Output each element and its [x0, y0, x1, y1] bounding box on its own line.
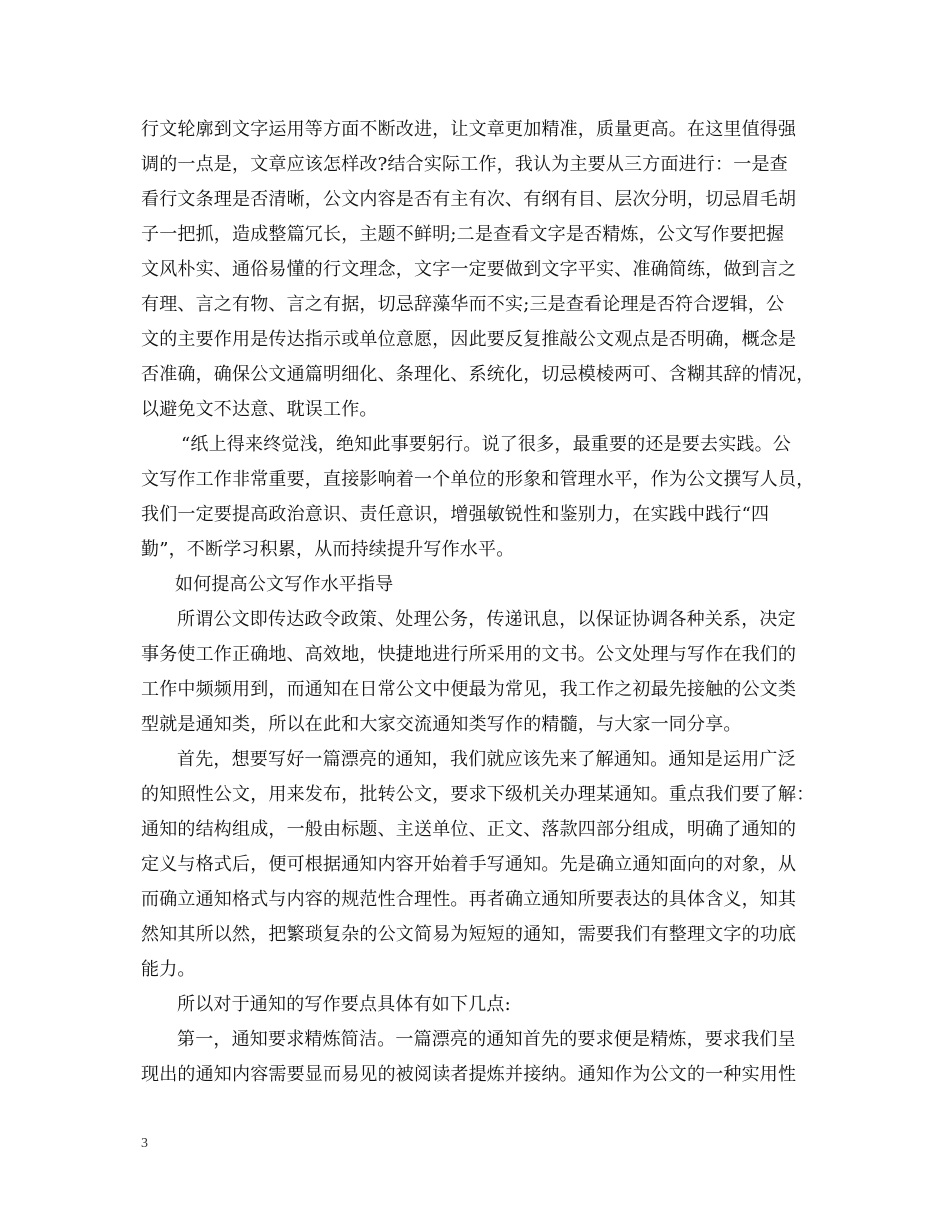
text-line: 所谓公文即传达政令政策、处理公务，传递讯息，以保证协调各种关系，决定 [177, 609, 796, 630]
page-number: 3 [141, 1136, 148, 1151]
text-line: 看行文条理是否清晰，公文内容是否有主有次、有纲有目、层次分明，切忌眉毛胡 [141, 189, 797, 210]
text-line: 工作中频频用到，而通知在日常公文中便最为常见，我工作之初最先接触的公文类 [141, 679, 797, 700]
text-line: 勤”，不断学习积累，从而持续提升写作水平。 [141, 539, 515, 560]
heading-text: 如何提高公文写作水平指导 [175, 574, 394, 595]
text-line: 的知照性公文，用来发布，批转公文，要求下级机关办理某通知。重点我们要了解： [141, 784, 815, 805]
text-line: 调的一点是，文章应该怎样改?结合实际工作，我认为主要从三方面进行：一是查 [141, 154, 788, 175]
paragraph-key-points-intro [141, 987, 813, 1022]
text-line: 首先，想要写好一篇漂亮的通知，我们就应该先来了解通知。通知是运用广泛 [177, 749, 796, 770]
text-line: 以避免文不达意、耽误工作。 [141, 399, 378, 420]
text-line: 否准确，确保公文通篇明细化、条理化、系统化，切忌模棱两可、含糊其辞的情况， [141, 364, 815, 385]
text-line: 然知其所以然，把繁琐复杂的公文简易为短短的通知，需要我们有整理文字的功底 [141, 924, 797, 945]
text-line: 行文轮廓到文字运用等方面不断改进，让文章更加精准，质量更高。在这里值得强 [141, 119, 797, 140]
paragraph-understanding-notice [141, 742, 813, 987]
text-line: 文风朴实、通俗易懂的行文理念，文字一定要做到文字平实、准确简练，做到言之 [141, 259, 797, 280]
text-line: 通知的结构组成，一般由标题、主送单位、正文、落款四部分组成，明确了通知的 [141, 819, 797, 840]
text-line: 现出的通知内容需要显而易见的被阅读者提炼并接纳。通知作为公文的一种实用性 [141, 1064, 797, 1085]
paragraph-revision-methods [141, 112, 813, 427]
paragraph-point-one [141, 1022, 813, 1092]
text-line: 事务使工作正确地、高效地，快捷地进行所采用的文书。公文处理与写作在我们的 [141, 644, 797, 665]
text-line: 文写作工作非常重要，直接影响着一个单位的形象和管理水平，作为公文撰写人员， [141, 469, 815, 490]
text-line: 有理、言之有物、言之有据，切忌辞藻华而不实;三是查看论理是否符合逻辑，公 [141, 294, 785, 315]
text-line: 而确立通知格式与内容的规范性合理性。再者确立通知所要表达的具体含义，知其 [141, 889, 797, 910]
text-line: 所以对于通知的写作要点具体有如下几点: [177, 994, 511, 1015]
text-line: 定义与格式后，便可根据通知内容开始着手写通知。先是确立通知面向的对象，从 [141, 854, 797, 875]
document-body [141, 112, 813, 1092]
text-line: 子一把抓，造成整篇冗长，主题不鲜明;二是查看文字是否精炼，公文写作要把握 [141, 224, 785, 245]
paragraph-practice-quote [141, 427, 813, 567]
text-line: 我们一定要提高政治意识、责任意识，增强敏锐性和鉴别力，在实践中践行“四 [141, 504, 770, 525]
text-line: 第一，通知要求精炼简洁。一篇漂亮的通知首先的要求便是精炼，要求我们呈 [177, 1029, 796, 1050]
text-line: “纸上得来终觉浅，绝知此事要躬行。说了很多，最重要的还是要去实践。公 [181, 434, 791, 455]
text-line: 文的主要作用是传达指示或单位意愿，因此要反复推敲公文观点是否明确，概念是 [141, 329, 797, 350]
paragraph-definition [141, 602, 813, 742]
section-heading [141, 567, 813, 602]
text-line: 能力。 [141, 959, 196, 980]
text-line: 型就是通知类，所以在此和大家交流通知类写作的精髓，与大家一同分享。 [141, 714, 742, 735]
